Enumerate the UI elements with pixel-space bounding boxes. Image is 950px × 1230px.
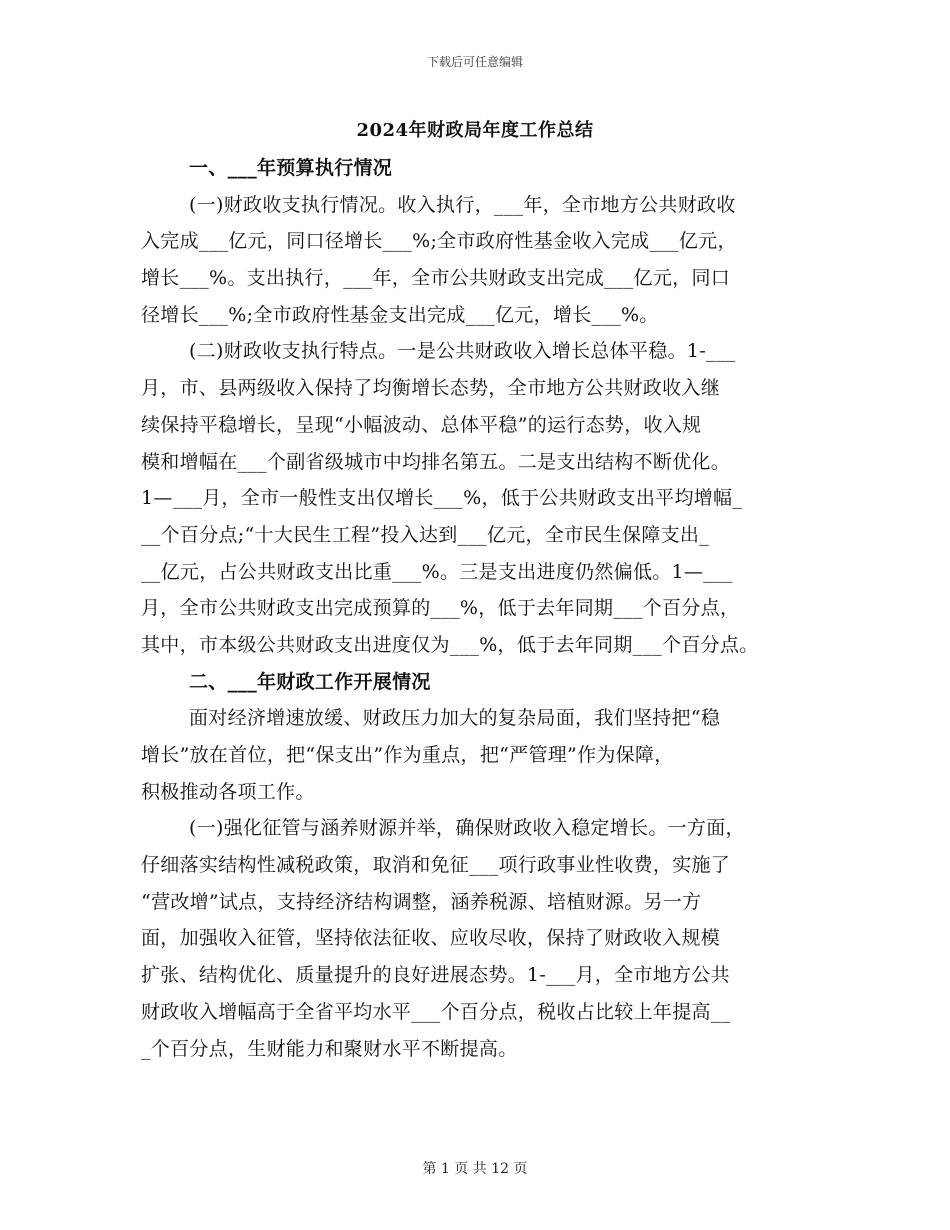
paragraph-line: (一)强化征管与涵养财源并举，确保财政收入稳定增长。一方面， bbox=[189, 817, 745, 840]
paragraph-line: (二)财政收支执行特点。一是公共财政收入增长总体平稳。1-___ bbox=[189, 340, 736, 363]
paragraph-line: 面，加强收入征管，坚持依法征收、应收尽收，保持了财政收入规模 bbox=[141, 927, 721, 950]
paragraph-line: 入完成___亿元，同口径增长___%;全市政府性基金收入完成___亿元， bbox=[141, 230, 737, 253]
document-title: 2024年财政局年度工作总结 bbox=[356, 120, 594, 141]
document-body bbox=[141, 150, 821, 1067]
page-number: 第 1 页 共 12 页 bbox=[422, 1161, 528, 1177]
paragraph-line: 续保持平稳增长，呈现“小幅波动、总体平稳”的运行态势，收入规 bbox=[141, 413, 702, 436]
paragraph-line: 模和增幅在___个副省级城市中均排名第五。二是支出结构不断优化。 bbox=[141, 450, 731, 473]
paragraph-line: 其中，市本级公共财政支出进度仅为___%，低于去年同期___个百分点。 bbox=[141, 633, 759, 656]
paragraph-line: _个百分点，生财能力和聚财水平不断提高。 bbox=[141, 1037, 518, 1060]
paragraph-line: (一)财政收支执行情况。收入执行，___年，全市地方公共财政收 bbox=[189, 193, 736, 216]
paragraph-line: 扩张、结构优化、质量提升的良好进展态势。1-___月，全市地方公共 bbox=[141, 964, 730, 987]
section-heading: 二、___年财政工作开展情况 bbox=[189, 670, 431, 693]
paragraph-line: 增长”放在首位，把“保支出”作为重点，把“严管理”作为保障， bbox=[141, 744, 674, 766]
paragraph-line: 财政收入增幅高于全省平均水平___个百分点，税收占比较上年提高__ bbox=[141, 1000, 731, 1023]
paragraph-line: 积极推动各项工作。 bbox=[141, 780, 315, 803]
section-heading: 一、___年预算执行情况 bbox=[189, 157, 393, 179]
page-header-note: 下载后可任意编辑 bbox=[426, 55, 523, 69]
paragraph-line: “营改增”试点，支持经济结构调整，涵养税源、培植财源。另一方 bbox=[141, 890, 702, 913]
paragraph-line: 径增长___%;全市政府性基金支出完成___亿元，增长___%。 bbox=[141, 303, 659, 326]
paragraph-line: 增长___%。支出执行，___年，全市公共财政支出完成___亿元，同口 bbox=[141, 267, 731, 290]
paragraph-line: __亿元，占公共财政支出比重___%。三是支出进度仍然偏低。1—___ bbox=[141, 560, 733, 583]
paragraph-line: 仔细落实结构性减税政策，取消和免征___项行政事业性收费，实施了 bbox=[141, 854, 731, 877]
paragraph-line: 面对经济增速放缓、财政压力加大的复杂局面，我们坚持把“稳 bbox=[189, 707, 721, 730]
paragraph-line: 月，市、县两级收入保持了均衡增长态势，全市地方公共财政收入继 bbox=[141, 377, 721, 400]
paragraph-line: 1—___月，全市一般性支出仅增长___%，低于公共财政支出平均增幅_ bbox=[141, 487, 743, 510]
paragraph-line: 月，全市公共财政支出完成预算的___%，低于去年同期___个百分点， bbox=[141, 597, 740, 620]
paragraph-line: __个百分点;“十大民生工程”投入达到___亿元，全市民生保障支出_ bbox=[141, 523, 710, 546]
